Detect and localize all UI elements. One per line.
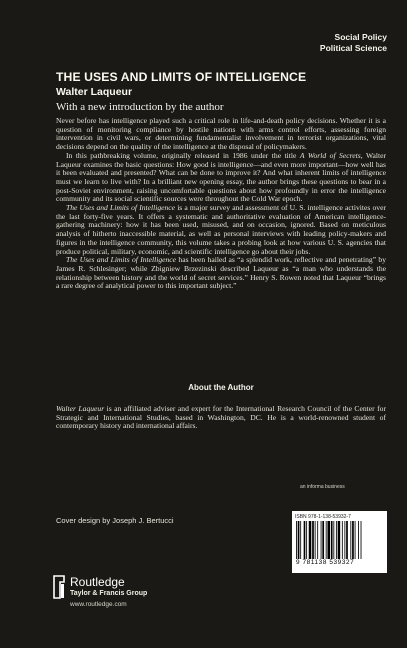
- barcode-bar: [300, 521, 301, 559]
- publisher-name: Routledge: [70, 575, 125, 589]
- barcode-bar: [306, 521, 307, 559]
- barcode-bar: [327, 521, 330, 559]
- barcode-bar: [304, 521, 306, 559]
- barcode-bar: [296, 521, 297, 559]
- routledge-logo-icon: [51, 574, 67, 602]
- barcode-bar: [321, 521, 322, 559]
- barcode-bars: [296, 521, 384, 559]
- about-author-text: Walter Laqueur is an affiliated adviser and expert for the International Research Council of the Center for Strategic and International Studies, based in Washington, DC. He is a world-renowned student of contemporary history and international affairs.: [56, 404, 386, 431]
- barcode-bar: [355, 521, 356, 559]
- barcode: [292, 511, 387, 573]
- barcode-bar: [312, 521, 314, 559]
- barcode-bar: [326, 521, 327, 559]
- barcode-bar: [344, 521, 345, 559]
- isbn-label: ISBN 978-1-138-53932-7: [295, 514, 351, 520]
- blurb: [56, 117, 386, 291]
- publisher-group: Taylor & Francis Group: [70, 590, 148, 597]
- barcode-bar: [342, 521, 343, 559]
- author-name-italic: Walter Laqueur: [56, 404, 105, 413]
- cover-design-credit: Cover design by Joseph J. Bertucci: [56, 516, 174, 525]
- book-title: THE USES AND LIMITS OF INTELLIGENCE: [56, 70, 307, 84]
- informa-imprint: an informa business: [300, 484, 345, 490]
- category-political-science: Political Science: [319, 43, 387, 53]
- barcode-bar: [338, 521, 341, 559]
- barcode-bar: [322, 521, 324, 559]
- blurb-paragraph-4: The Uses and Limits of Intelligence has been hailed as “a splendid work, reflective and penetrating” by James R. Schlesinger; while Zbigniew Brzezinski described Laqueur as “a man who understands the relationship between history and the world of secret services.” Henry S. Rowen noted that Laqueur “brings a rare degree of analytical power to this important subject.”: [56, 255, 387, 291]
- barcode-bar: [333, 521, 334, 559]
- barcode-bar: [352, 521, 354, 559]
- publisher-url[interactable]: www.routledge.com: [70, 601, 127, 608]
- barcode-digits: 9 781138 539327: [296, 559, 355, 566]
- barcode-bar: [331, 521, 333, 559]
- barcode-bar: [298, 521, 300, 559]
- barcode-bar: [346, 521, 348, 559]
- book-title-reference: The Uses and Limits of Intelligence: [66, 203, 176, 213]
- barcode-bar: [350, 521, 351, 559]
- barcode-bar: [317, 521, 318, 559]
- book-former-title: A World of Secrets: [299, 150, 361, 160]
- barcode-bar: [315, 521, 316, 559]
- blurb-paragraph-2: In this pathbreaking volume, originally released in 1986 under the title A World of Secrets, Walter Laqueur examines the basic questions: How good is intelligence—and even more important—how well has it been evaluated and presented? What can be done to improve it? And what inherent limits of intelligence must we learn to live with? In a brilliant new opening essay, the author brings these questions to bear in a post-Soviet environment, raising uncomfortable questions about how profoundly in error the intelligence community and its social scientific sources were throughout the Cold War epoch.: [56, 150, 386, 204]
- book-title-reference: The Uses and Limits of Intelligence: [66, 255, 177, 265]
- about-author-heading: About the Author: [188, 383, 254, 392]
- author-name: Walter Laqueur: [56, 86, 133, 98]
- blurb-paragraph-1: Never before has intelligence played such a critical role in life-and-death policy decisions. Whether it is a question of monitoring compliance by hostile nations with arms control efforts, assessing foreign intervention in civil wars, or determining fundamentalist involvement in terrorist organizations, vital decisions depend on the quality of the intelligence at the disposal of policymakers.: [56, 116, 386, 152]
- category-labels: [320, 32, 387, 54]
- barcode-bar: [358, 521, 359, 559]
- barcode-bar: [309, 521, 312, 559]
- subtitle: With a new introduction by the author: [56, 101, 224, 113]
- barcode-bar: [336, 521, 337, 559]
- barcode-bar: [361, 521, 362, 559]
- category-social-policy: Social Policy: [334, 32, 387, 42]
- blurb-paragraph-3: The Uses and Limits of Intelligence is a major survey and assessment of U. S. intelligence activites over the last forty-five years. It offers a systematic and authoritative evaluation of American intelligence-gathering machinery: how it has been used, misused, and on occasion, ignored. Based on meticulous analysis of hitherto inaccessible material, as well as personal interviews with leading policy-makers and figures in the intelligence community, this volume takes a probing look at how various U. S. agencies that produce political, military, economic, and scientific intelligence go about their jobs.: [56, 203, 386, 256]
